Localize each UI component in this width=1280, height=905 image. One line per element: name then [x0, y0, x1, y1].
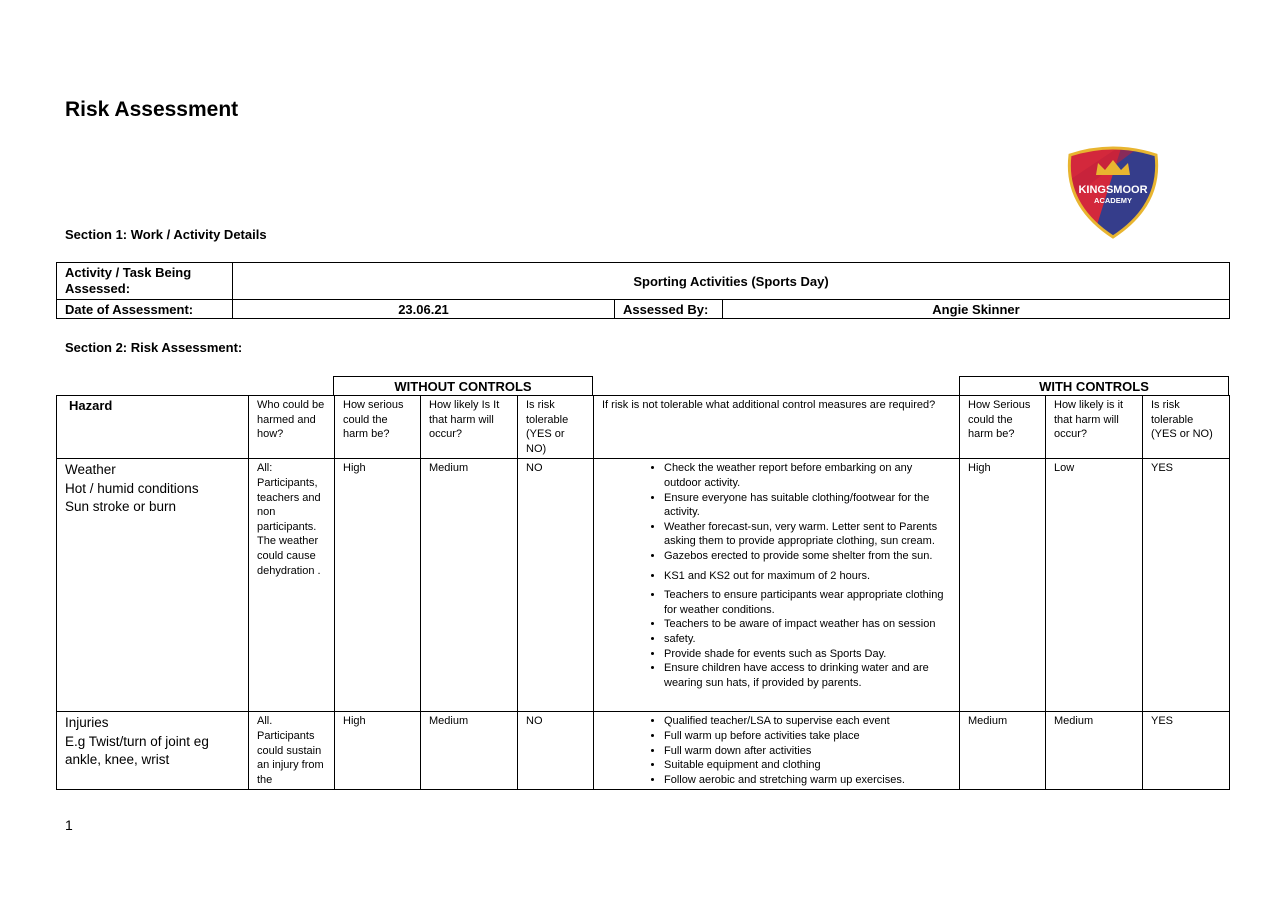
hazard-cell — [57, 712, 249, 790]
activity-value: Sporting Activities (Sports Day) — [233, 263, 1230, 300]
section-2-heading: Section 2: Risk Assessment: — [65, 340, 243, 355]
tolerable-after-cell: YES — [1143, 712, 1230, 790]
list-item: • Teachers to be aware of impact weather has on session — [664, 617, 951, 632]
list-item: • Teachers to ensure participants wear appropriate clothing for weather conditions. — [664, 588, 951, 617]
col-likely-before: How likely Is It that harm will occur? — [421, 396, 518, 459]
likely-after-cell: Medium — [1046, 712, 1143, 790]
list-item: • KS1 and KS2 out for maximum of 2 hours. — [664, 569, 951, 584]
list-item: • Qualified teacher/LSA to supervise each event — [664, 714, 951, 729]
serious-before-cell: High — [335, 712, 421, 790]
col-tolerable-after: Is risk tolerable (YES or NO) — [1143, 396, 1230, 459]
activity-label: Activity / Task Being Assessed: — [57, 263, 233, 300]
document-title: Risk Assessment — [65, 98, 239, 121]
column-header-row — [57, 396, 1230, 459]
date-value: 23.06.21 — [233, 300, 615, 319]
logo-subtitle: ACADEMY — [1094, 196, 1132, 205]
risk-assessment-table — [56, 395, 1230, 790]
hazard-detail: Sun stroke or burn — [65, 499, 177, 515]
without-controls-header: WITHOUT CONTROLS — [333, 376, 593, 395]
serious-after-cell: High — [960, 459, 1046, 712]
list-item: • Ensure everyone has suitable clothing/footwear for the activity. — [664, 491, 951, 520]
with-controls-header: WITH CONTROLS — [959, 376, 1229, 395]
hazard-cell — [57, 459, 249, 712]
col-likely-after: How likely is it that harm will occur? — [1046, 396, 1143, 459]
tolerable-before-cell: NO — [518, 459, 594, 712]
hazard-title: Weather — [65, 462, 116, 478]
table-row — [57, 459, 1230, 712]
page-number: 1 — [65, 817, 73, 833]
list-item: • Follow aerobic and stretching warm up exercises. — [664, 773, 951, 788]
col-tolerable-before: Is risk tolerable (YES or NO) — [518, 396, 594, 459]
list-item: • Suitable equipment and clothing — [664, 758, 951, 773]
hazard-detail: Hot / humid conditions — [65, 480, 199, 496]
serious-before-cell: High — [335, 459, 421, 712]
list-item: • Ensure children have access to drinking water and are wearing sun hats, if provided by parents. — [664, 661, 951, 690]
hazard-title: Injuries — [65, 715, 109, 731]
list-item: • safety. — [664, 632, 951, 647]
section-1-heading: Section 1: Work / Activity Details — [65, 227, 267, 242]
control-measures-cell — [594, 459, 960, 712]
likely-before-cell: Medium — [421, 712, 518, 790]
activity-details-table — [56, 262, 1230, 319]
likely-after-cell: Low — [1046, 459, 1143, 712]
control-measures-list — [602, 461, 951, 690]
hazard-detail: E.g Twist/turn of joint eg — [65, 733, 209, 749]
who-harmed-cell: All: Participants, teachers and non participants. The weather could cause dehydration . — [249, 459, 335, 712]
list-item: • Gazebos erected to provide some shelter from the sun. — [664, 549, 951, 564]
list-item: • Full warm down after activities — [664, 744, 951, 759]
kingsmoor-academy-logo — [1062, 145, 1164, 241]
logo-name: KINGSMOOR — [1078, 184, 1148, 196]
hazard-detail: ankle, knee, wrist — [65, 752, 170, 768]
assessed-by-label: Assessed By: — [615, 300, 723, 319]
col-hazard: Hazard — [57, 396, 249, 459]
list-item: • Provide shade for events such as Sports Day. — [664, 647, 951, 662]
control-measures-list — [602, 714, 951, 787]
activity-row — [57, 263, 1230, 300]
list-item: • Weather forecast-sun, very warm. Letter sent to Parents asking them to provide appropriate clothing, sun cream. — [664, 520, 951, 549]
list-item: • Check the weather report before embarking on any outdoor activity. — [664, 461, 951, 490]
table-row — [57, 712, 1230, 790]
col-control-measures: If risk is not tolerable what additional control measures are required? — [594, 396, 960, 459]
date-row — [57, 300, 1230, 319]
tolerable-before-cell: NO — [518, 712, 594, 790]
likely-before-cell: Medium — [421, 459, 518, 712]
who-harmed-cell: All. Participants could sustain an injury from the — [249, 712, 335, 790]
col-serious-before: How serious could the harm be? — [335, 396, 421, 459]
col-serious-after: How Serious could the harm be? — [960, 396, 1046, 459]
list-item: • Full warm up before activities take place — [664, 729, 951, 744]
control-measures-cell — [594, 712, 960, 790]
date-label: Date of Assessment: — [57, 300, 233, 319]
tolerable-after-cell: YES — [1143, 459, 1230, 712]
col-who-harmed: Who could be harmed and how? — [249, 396, 335, 459]
assessed-by-value: Angie Skinner — [723, 300, 1230, 319]
serious-after-cell: Medium — [960, 712, 1046, 790]
